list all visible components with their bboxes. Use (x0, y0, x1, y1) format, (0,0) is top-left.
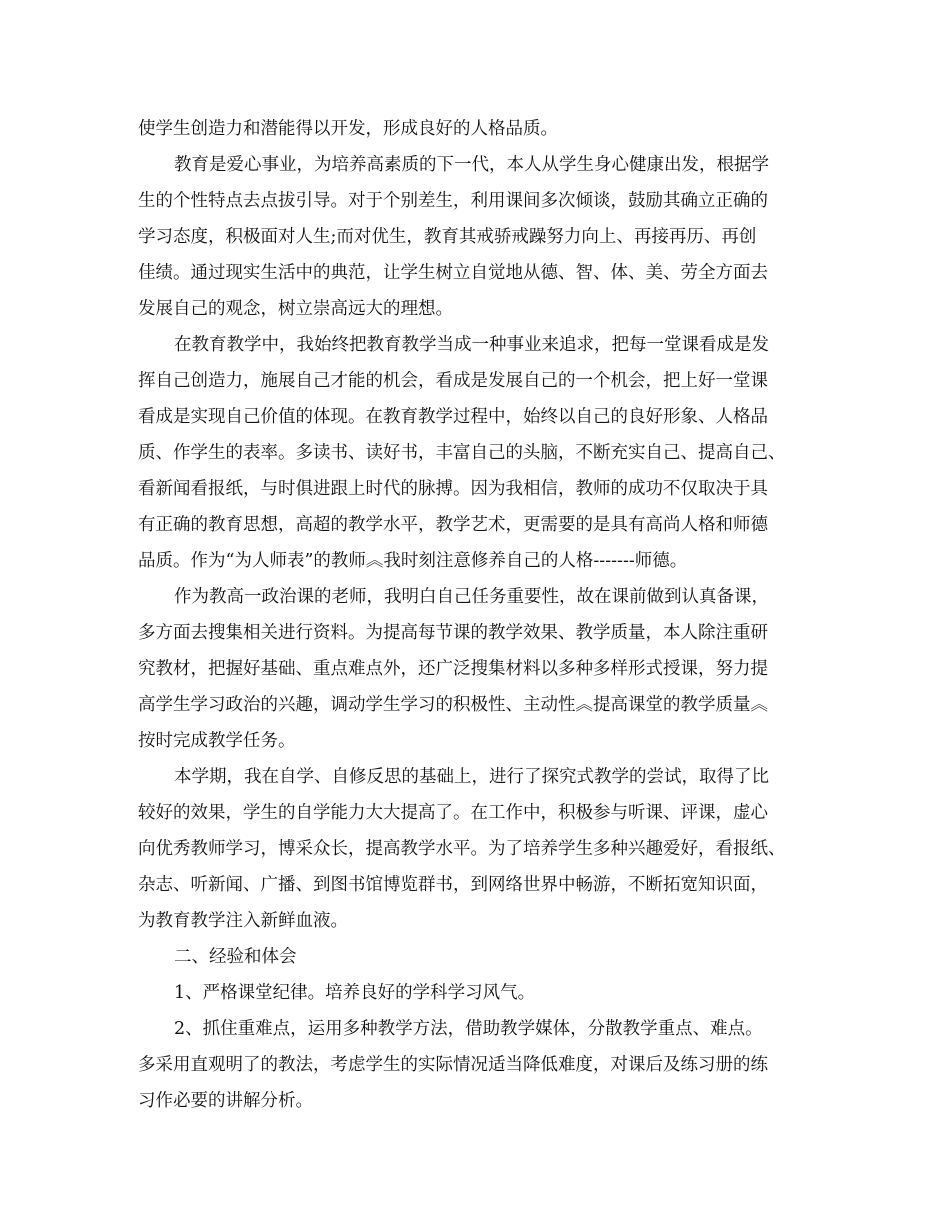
text-line: 挥自己创造力，施展自己才能的机会，看成是发展自己的一个机会，把上好一堂课 (138, 371, 768, 391)
text-line: 为教育教学注入新鲜血液。 (138, 911, 348, 931)
text-line: 在教育教学中，我始终把教育教学当成一种事业来追求，把每一堂课看成是发 (174, 335, 769, 355)
text-line: 多方面去搜集相关进行资料。为提高每节课的教学效果、教学质量，本人除注重研 (138, 623, 768, 643)
text-line: 本学期，我在自学、自修反思的基础上，进行了探究式教学的尝试，取得了比 (174, 767, 769, 787)
text-line: 2、抓住重难点，运用多种教学方法，借助教学媒体，分散教学重点、难点。 (174, 1019, 763, 1039)
text-line: 有正确的教育思想，高超的教学水平，教学艺术，更需要的是具有高尚人格和师德 (138, 515, 768, 535)
text-line: 作为教高一政治课的老师，我明白自己任务重要性，故在课前做到认真备课， (174, 587, 769, 607)
text-line: 看成是实现自己价值的体现。在教育教学过程中，始终以自己的良好形象、人格品 (138, 407, 768, 427)
text-line: 多采用直观明了的教法，考虑学生的实际情况适当降低难度，对课后及练习册的练 (138, 1055, 768, 1075)
text-line: 学习态度，积极面对人生;而对优生，教育其戒骄戒躁努力向上、再接再历、再创 (138, 227, 757, 247)
text-line: 1、严格课堂纪律。培养良好的学科学习风气。 (174, 983, 536, 1003)
text-line: 质、作学生的表率。多读书、读好书，丰富自己的头脑，不断充实自己、提高自己、 (138, 443, 786, 463)
text-line: 看新闻看报纸，与时俱进跟上时代的脉搏。因为我相信，教师的成功不仅取决于具 (138, 479, 768, 499)
text-line: 究教材，把握好基础、重点难点外，还广泛搜集材料以多种多样形式授课，努力提 (138, 659, 768, 679)
text-line: 按时完成教学任务。 (138, 731, 296, 751)
text-line: 较好的效果，学生的自学能力大大提高了。在工作中，积极参与听课、评课，虚心 (138, 803, 768, 823)
text-line: 生的个性特点去点拔引导。对于个别差生，利用课间多次倾谈，鼓励其确立正确的 (138, 191, 768, 211)
text-line: 使学生创造力和潜能得以开发，形成良好的人格品质。 (138, 119, 558, 139)
text-line: 发展自己的观念，树立崇高远大的理想。 (138, 299, 453, 319)
text-line: 佳绩。通过现实生活中的典范，让学生树立自觉地从德、智、体、美、劳全方面去 (138, 263, 768, 283)
document-body (138, 111, 818, 1119)
text-line: 杂志、听新闻、广播、到图书馆博览群书，到网络世界中畅游，不断拓宽知识面， (138, 875, 768, 895)
text-line: 习作必要的讲解分析。 (138, 1091, 313, 1111)
text-line: 教育是爱心事业，为培养高素质的下一代，本人从学生身心健康出发，根据学 (174, 155, 769, 175)
text-line: 向优秀教师学习，博采众长，提高教学水平。为了培养学生多种兴趣爱好，看报纸、 (138, 839, 786, 859)
text-line: 二、经验和体会 (174, 947, 297, 967)
text-line: 高学生学习政治的兴趣，调动学生学习的积极性、主动性︽提高课堂的教学质量︽ (138, 695, 768, 715)
text-line: 品质。作为“为人师表”的教师︽我时刻注意修养自己的人格-------师德。 (138, 551, 688, 571)
